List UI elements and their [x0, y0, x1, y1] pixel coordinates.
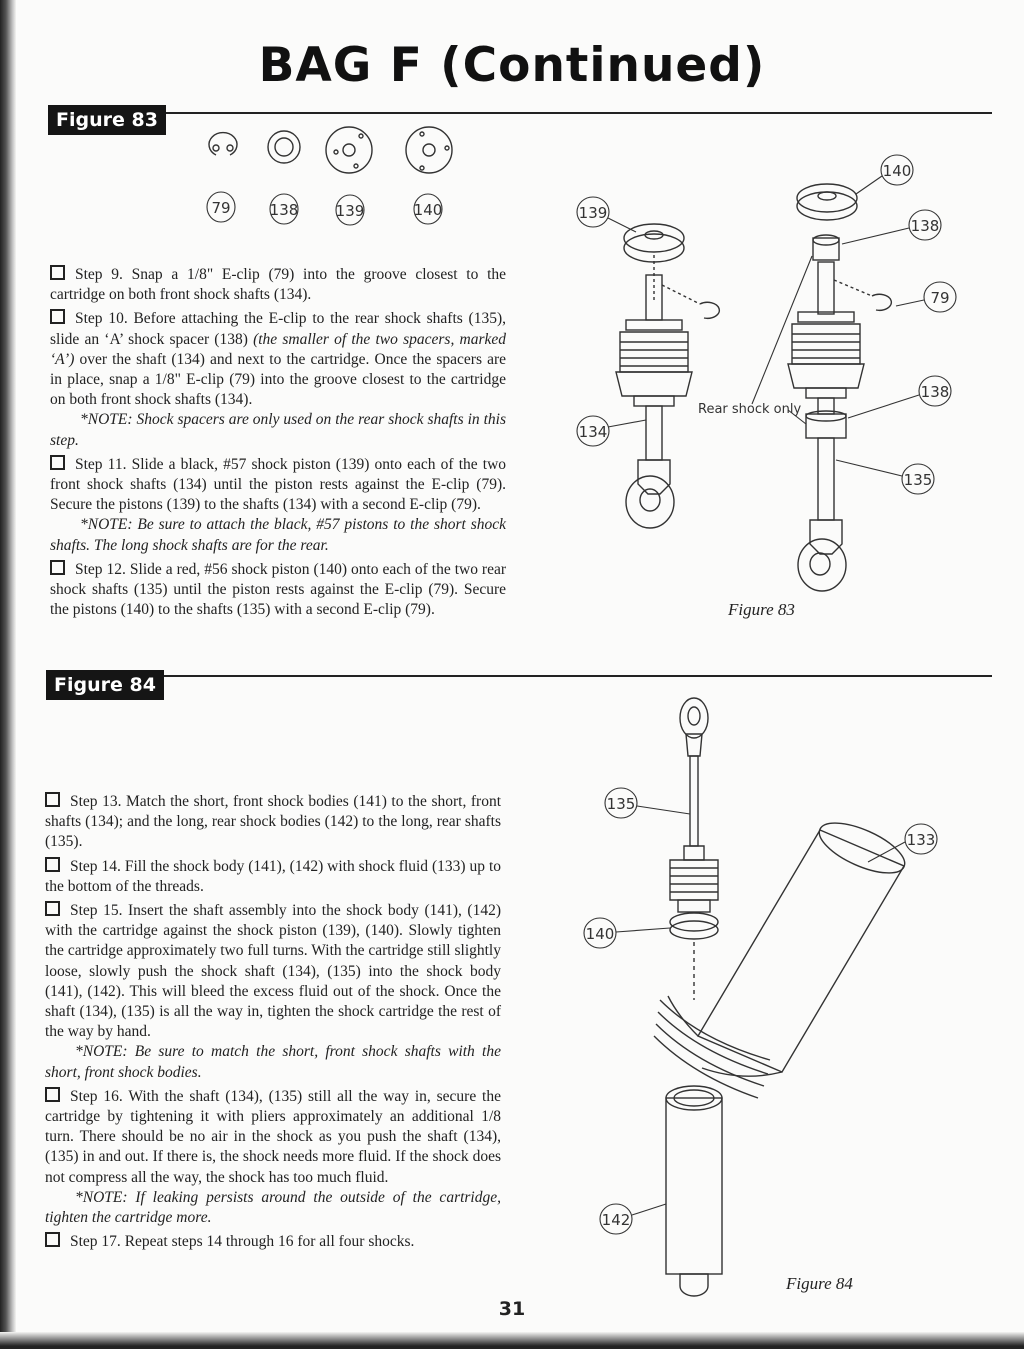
note: *NOTE: Be sure to match the short, front shock shafts with the short, front shock bodies. [45, 1043, 501, 1081]
callout-135: 135 [903, 471, 933, 489]
step-11: Step 11. Slide a black, #57 shock piston (139) onto each of the two front shock shafts (134) until the piston rests against the E-clip (79). Secure the pistons (139) to the shafts (134) with a second E-clip (79). *NOTE: Be sure to attach the black, #57 pistons to the short shock shafts. The long shock shafts are for the rear. [50, 455, 506, 556]
part-label-140: 140 [413, 201, 443, 219]
figure-83-label: Figure 83 [48, 105, 166, 135]
shock-body-assembly-drawing [654, 698, 911, 1296]
note: *NOTE: Shock spacers are only used on the rear shock shafts in this step. [50, 411, 506, 449]
callout-142: 142 [601, 1211, 631, 1229]
callout-140: 140 [585, 925, 615, 943]
figure-84-caption: Figure 84 [786, 1274, 853, 1293]
spacer-icon [268, 131, 300, 163]
piston-139-icon [326, 127, 372, 173]
step-12: Step 12. Slide a red, #56 shock piston (140) onto each of the two rear shock shafts (135) until the piston rests against the E-clip (79). Secure the pistons (140) to the shafts (135) with a second E-clip (79). [50, 560, 506, 619]
callout-138: 138 [910, 217, 940, 235]
step-17: Step 17. Repeat steps 14 through 16 for all four shocks. [45, 1232, 501, 1252]
e-clip-icon [209, 133, 237, 155]
figure-84-label: Figure 84 [46, 670, 164, 700]
callout-79: 79 [930, 289, 950, 307]
piston-140-icon [406, 127, 452, 173]
callout-134: 134 [578, 423, 608, 441]
step-9: Step 9. Snap a 1/8" E-clip (79) into the groove closest to the cartridge on both front shock shafts (134). [50, 266, 507, 304]
callout-133: 133 [906, 831, 936, 849]
callout-138: 138 [920, 383, 950, 401]
step-15: Step 15. Insert the shaft assembly into the shock body (141), (142) with the cartridge against the shock piston (139), (140). Slowly tighten the cartridge approximately two full turns. With the cartridge still slightly loose, slowly push the shock shaft (134), (135) into the shock body (141), (142). This will bleed the excess fluid out of the shock. Once the shaft (134), (135) is all the way in, tighten the shock cartridge the rest of the way by hand. *NOTE: Be sure to match the short, front shock shafts with the short, front shock bodies. [45, 901, 501, 1083]
figure-83-caption: Figure 83 [728, 600, 795, 619]
part-label-138: 138 [269, 201, 299, 219]
step-13: Step 13. Match the short, front shock bodies (141) to the short, front shafts (134); and the long, rear shock bodies (142) to the long, rear shafts (135). [45, 793, 501, 851]
page-title: BAG F (Continued) [258, 38, 766, 93]
rear-shock-assembly-drawing [788, 184, 891, 591]
note: *NOTE: Be sure to attach the black, #57 pistons to the short shock shafts. The long shock shafts are for the rear. [50, 516, 506, 554]
step-10: Step 10. Before attaching the E-clip to the rear shock shafts (135), slide an ‘A’ shock spacer (138) (the smaller of the two spacers, marked ‘A’) over the shaft (134) and next to the cartridge. Once the spacers are in place, snap a 1/8" E-clip (79) into the groove closest to the cartridge on both front shock shafts (134). *NOTE: Shock spacers are only used on the rear shock shafts in this step. [50, 309, 506, 450]
front-shock-assembly-drawing [616, 224, 719, 528]
note: *NOTE: If leaking persists around the outside of the cartridge, tighten the cartridge more. [45, 1188, 501, 1227]
step-14: Step 14. Fill the shock body (141), (142) with shock fluid (133) up to the bottom of the threads. [45, 857, 502, 895]
page-bottom-edge [0, 1332, 1024, 1349]
part-label-79: 79 [211, 199, 231, 217]
callout-135: 135 [606, 795, 636, 813]
rear-shock-only-label: Rear shock only [698, 402, 802, 417]
part-label-139: 139 [335, 202, 365, 220]
callout-140: 140 [882, 162, 912, 180]
page-number: 31 [498, 1298, 526, 1320]
step-16: Step 16. With the shaft (134), (135) still all the way in, secure the cartridge by tightening it with pliers approximately an additional 1/8 turn. There should be no air in the shock as you push the shaft (134), (135) in and out. If there is, the shock needs more fluid. If the shock does not compress all the way, the shock has too much fluid. *NOTE: If leaking persists around the outside of the cartridge, tighten the cartridge more. [45, 1087, 501, 1228]
callout-139: 139 [578, 204, 608, 222]
